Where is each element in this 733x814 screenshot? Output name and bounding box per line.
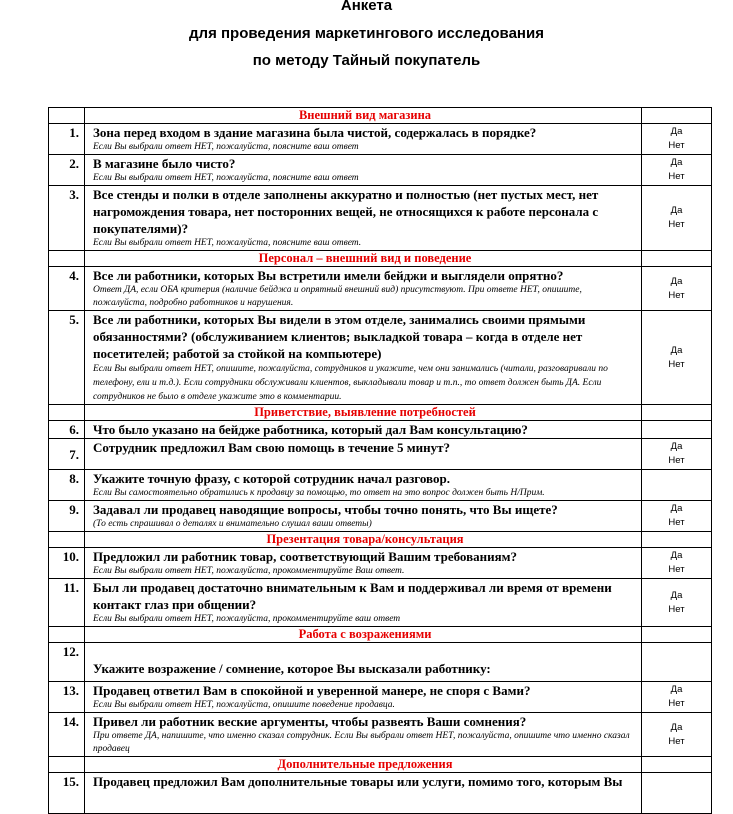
answer-no[interactable]: Нет — [668, 455, 685, 466]
questionnaire-table — [48, 107, 712, 814]
question-row-6 — [49, 421, 712, 439]
question-row-1 — [49, 124, 712, 155]
answer-no[interactable]: Нет — [668, 735, 685, 747]
question-row-4 — [49, 267, 712, 311]
question-row-3 — [49, 186, 712, 251]
question-text: Зона перед входом в здание магазина была чистой, содержалась в порядке? — [93, 125, 537, 140]
document-subtitle: для проведения маркетингового исследования — [189, 25, 544, 42]
question-text: В магазине было чисто? — [93, 156, 236, 171]
answer-options[interactable] — [642, 579, 712, 627]
question-note: Если Вы выбрали ответ НЕТ, опишите, пожалуйста, сотрудников и укажите, чем они занимались (читали, разговаривали по телефону, ели и т.д.). Если сотрудники обслуживали клиентов, выкладывали товар и т.п., то ответ должен быть ДА. Если сотрудников не было в отделе укажите это в комментарии. — [93, 364, 608, 402]
question-number: 4. — [49, 267, 85, 311]
answer-options[interactable] — [642, 155, 712, 186]
question-number: 1. — [49, 124, 85, 155]
answer-no[interactable]: Нет — [668, 564, 685, 575]
section-row — [49, 405, 712, 421]
question-number: 5. — [49, 311, 85, 405]
section-row — [49, 108, 712, 124]
question-number: 14. — [49, 713, 85, 757]
answer-no[interactable]: Нет — [668, 140, 685, 151]
section-title: Внешний вид магазина — [298, 108, 432, 122]
question-row-11 — [49, 579, 712, 627]
question-note: Ответ ДА, если ОБА критерия (наличие бейджа и опрятный внешний вид) присутствуют. При ответе НЕТ, опишите, пожалуйста, подробно работников и нарушения. — [93, 285, 582, 308]
question-text: Укажите точную фразу, с которой сотрудник начал разговор. — [93, 471, 450, 486]
answer-yes[interactable]: Да — [670, 503, 683, 514]
question-row-2 — [49, 155, 712, 186]
question-note: Если Вы выбрали ответ НЕТ, пожалуйста, поясните ваш ответ — [93, 142, 359, 152]
answer-options[interactable] — [642, 311, 712, 405]
question-text: Предложил ли работник товар, соответствующий Вашим требованиям? — [93, 549, 517, 564]
section-row — [49, 757, 712, 773]
document-title: Анкета — [340, 0, 393, 14]
question-text: Все ли работники, которых Вы встретили имели бейджи и выглядели опрятно? — [93, 268, 564, 283]
section-title: Презентация товара/консультация — [266, 532, 464, 546]
section-row — [49, 627, 712, 643]
answer-no[interactable]: Нет — [668, 698, 685, 709]
question-number: 2. — [49, 155, 85, 186]
question-note: Если Вы выбрали ответ НЕТ, пожалуйста, опишите поведение продавца. — [93, 700, 395, 710]
answer-no[interactable]: Нет — [668, 603, 685, 615]
question-text: Задавал ли продавец наводящие вопросы, чтобы точно понять, что Вы ищете? — [93, 502, 558, 517]
answer-yes[interactable]: Да — [670, 126, 683, 137]
question-note: Если Вы самостоятельно обратились к продавцу за помощью, то ответ на это вопрос должен быть Н/Прим. — [93, 488, 545, 498]
answer-yes[interactable]: Да — [670, 275, 683, 287]
question-row-7 — [49, 439, 712, 470]
answer-yes[interactable]: Да — [670, 589, 683, 601]
answer-options[interactable] — [642, 124, 712, 155]
question-row-5 — [49, 311, 712, 405]
answer-yes[interactable]: Да — [670, 157, 683, 168]
section-title: Дополнительные предложения — [277, 757, 453, 771]
question-text: Укажите возражение / сомнение, которое Вы высказали работнику: — [93, 661, 491, 676]
question-text: Все ли работники, которых Вы видели в этом отделе, занимались своими прямыми обязанностями? (обслуживанием клиентов; выкладкой товара – когда в отделе нет посетителей; работой за стойкой на компьютере) — [93, 312, 586, 361]
section-title: Приветствие, выявление потребностей — [254, 405, 476, 419]
question-number: 12. — [49, 643, 85, 682]
question-row-12 — [49, 643, 712, 682]
question-number: 10. — [49, 548, 85, 579]
question-row-8 — [49, 470, 712, 501]
question-text: Был ли продавец достаточно внимательным к Вам и поддерживал ли время от времени контакт глаз при общении? — [93, 580, 612, 612]
question-number: 11. — [49, 579, 85, 627]
question-text: Что было указано на бейдже работника, который дал Вам консультацию? — [93, 422, 528, 437]
question-number: 13. — [49, 682, 85, 713]
answer-no[interactable]: Нет — [668, 358, 685, 370]
question-text: Все стенды и полки в отделе заполнены аккуратно и полностью (нет пустых мест, нет нагромождения товара, нет посторонних вещей, не относящихся к работе персонала с покупателями)? — [93, 187, 599, 236]
question-row-15 — [49, 773, 712, 814]
answer-options[interactable] — [642, 682, 712, 713]
answer-no[interactable]: Нет — [668, 517, 685, 528]
question-number: 8. — [49, 470, 85, 501]
answer-yes[interactable]: Да — [670, 684, 683, 695]
question-number: 6. — [49, 421, 85, 439]
answer-options[interactable] — [642, 501, 712, 532]
answer-options[interactable] — [642, 186, 712, 251]
section-title: Работа с возражениями — [298, 627, 432, 641]
question-note: (То есть спрашивал о деталях и внимательно слушал ваши ответы) — [93, 519, 372, 529]
question-number: 7. — [49, 439, 85, 470]
question-row-14 — [49, 713, 712, 757]
question-note: Если Вы выбрали ответ НЕТ, пожалуйста, прокомментируйте Ваш ответ. — [93, 566, 405, 576]
section-row — [49, 251, 712, 267]
answer-no[interactable]: Нет — [668, 219, 685, 230]
answer-yes[interactable]: Да — [670, 441, 683, 452]
answer-yes[interactable]: Да — [670, 205, 683, 216]
answer-no[interactable]: Нет — [668, 289, 685, 301]
question-note: Если Вы выбрали ответ НЕТ, пожалуйста, поясните ваш ответ. — [93, 238, 362, 248]
answer-yes[interactable]: Да — [670, 344, 683, 356]
question-text: Продавец ответил Вам в спокойной и уверенной манере, не споря с Вами? — [93, 683, 531, 698]
question-number: 3. — [49, 186, 85, 251]
question-row-13 — [49, 682, 712, 713]
section-row — [49, 532, 712, 548]
answer-yes[interactable]: Да — [670, 721, 683, 733]
question-row-9 — [49, 501, 712, 532]
question-number: 15. — [49, 773, 85, 814]
answer-options[interactable] — [642, 548, 712, 579]
answer-options[interactable] — [642, 439, 712, 470]
answer-no[interactable]: Нет — [668, 171, 685, 182]
question-note: Если Вы выбрали ответ НЕТ, пожалуйста, прокомментируйте ваш ответ — [93, 614, 401, 624]
answer-options[interactable] — [642, 267, 712, 311]
question-row-10 — [49, 548, 712, 579]
section-title: Персонал – внешний вид и поведение — [258, 251, 472, 265]
question-note: При ответе ДА, напишите, что именно сказал сотрудник. Если Вы выбрали ответ НЕТ, пожалуйста, опишите что именно сказал продавец — [93, 731, 630, 754]
question-text: Сотрудник предложил Вам свою помощь в течение 5 минут? — [93, 440, 450, 455]
document-method: по методу Тайный покупатель — [252, 52, 481, 69]
question-text: Привел ли работник веские аргументы, чтобы развеять Ваши сомнения? — [93, 714, 527, 729]
answer-options[interactable] — [642, 713, 712, 757]
answer-yes[interactable]: Да — [670, 550, 683, 561]
question-note: Если Вы выбрали ответ НЕТ, пожалуйста, поясните ваш ответ — [93, 173, 359, 183]
question-number: 9. — [49, 501, 85, 532]
question-text: Продавец предложил Вам дополнительные товары или услуги, помимо того, которым Вы — [93, 774, 623, 789]
